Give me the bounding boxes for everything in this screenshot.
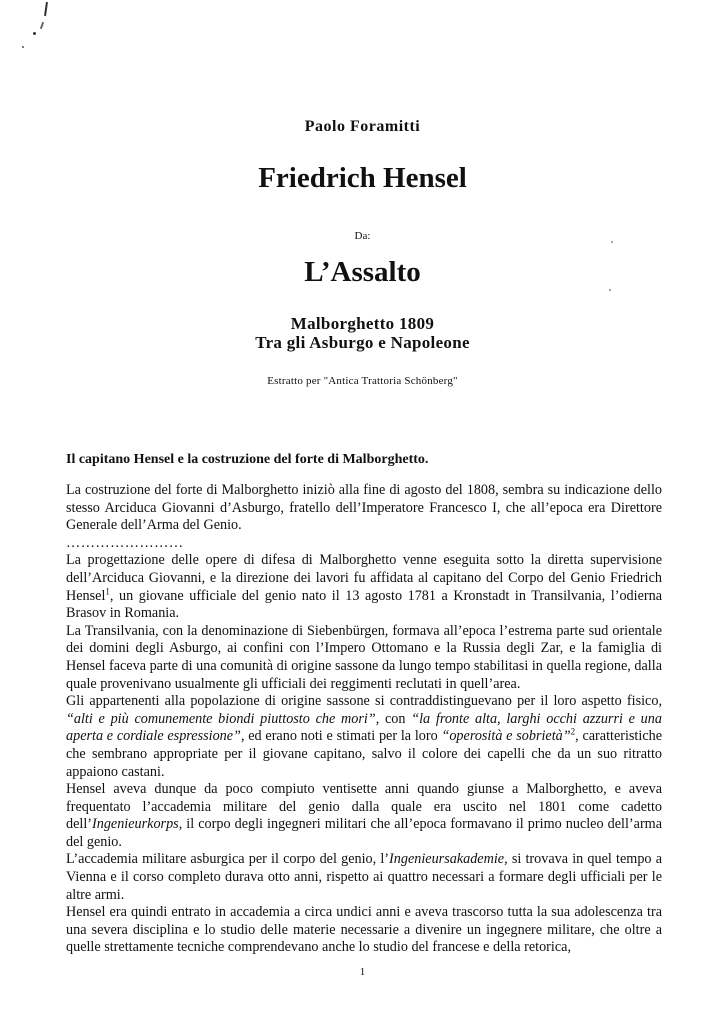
paragraph: La progettazione delle opere di difesa di Malborghetto venne eseguita sotto la diretta supervisione dell’Arciduca Giovanni, e la direzione dei lavori fu affidata al capitano del Corpo del Genio Friedrich Hensel$^1$, un giovane ufficiale del genio nato il 13 agosto 1781 a Kronstadt in Transilvania, l’odierna Brasov in Romania. <box>66 552 662 622</box>
footnote-ref: 1 <box>105 585 110 596</box>
paragraph: L’accademia militare asburgica per il corpo del genio, l’Ingenieursakademie, si trovava in quel tempo a Vienna e il corso completo durava otto anni, rispetto ai quattro necessari a formare degli ufficiali per le altre armi. <box>66 851 662 903</box>
separator-dots: …………………… <box>66 534 184 551</box>
paragraph: Hensel aveva dunque da poco compiuto ventisette anni quando giunse a Malborghetto, e aveva frequentato l’accademia militare del genio dalla quale era uscito nel 1801 come cadetto dell’Ingenieurkorps, il corpo degli ingegneri militari che all’epoca formavano il primo nucleo dell’arma del genio. <box>66 781 662 850</box>
scan-mark <box>33 32 36 35</box>
extract-note: Estratto per "Antica Trattoria Schönberg" <box>267 375 458 387</box>
author-name: Paolo Foramitti <box>304 118 421 135</box>
footnote-ref: 2 <box>570 726 576 737</box>
paragraph: Hensel era quindi entrato in accademia a circa undici anni e aveva trascorso tutta la sua adolescenza tra una severa disciplina e lo studio delle materie necessarie a divenire un ingegnere militare, che oltre a quelle strettamente tecniche comprendevano anche lo studio del francese e della retorica, <box>66 904 662 956</box>
page-number: 1 <box>359 966 366 978</box>
scan-mark <box>22 46 24 48</box>
book-subtitle-line-2: Tra gli Asburgo e Napoleone <box>255 333 470 352</box>
document-title: Friedrich Hensel <box>258 162 467 194</box>
paragraph: La costruzione del forte di Malborghetto iniziò alla fine di agosto del 1808, sembra su indicazione dello stesso Arciduca Giovanni d’Asburgo, fratello dell’Imperatore Francesco I, che all’epoca era Direttore Generale dell’Arma del Genio. <box>66 482 662 534</box>
paragraph: Gli appartenenti alla popolazione di origine sassone si contraddistinguevano per il loro aspetto fisico, “alti e più comunemente biondi piuttosto che mori”, con “la fronte alta, larghi occhi azzurri e una aperta e cordiale espressione”, ed erano noti e stimati per la loro “operosità e sobrietà”$^2$, caratteristiche che sembrano appropriate per il giovane capitano, salvo il colore dei capelli che da un suo ritratto appaiono castani. <box>66 693 663 780</box>
foreign-term: Ingenieursakademie <box>389 851 505 868</box>
body-text <box>66 482 662 957</box>
scan-speck <box>609 289 611 291</box>
quote: “operosità e sobrietà” <box>441 728 571 745</box>
quote: “alti e più comunemente biondi piuttosto che mori” <box>66 710 376 727</box>
foreign-term: Ingenieurkorps <box>92 816 179 833</box>
scan-mark <box>40 22 44 29</box>
source-label: Da: <box>354 230 371 242</box>
quote: “la fronte alta, larghi occhi azzurri e una aperta e cordiale espressione” <box>66 710 662 745</box>
section-heading: Il capitano Hensel e la costruzione del forte di Malborghetto. <box>66 452 429 467</box>
scan-mark <box>44 2 48 16</box>
book-title: L’Assalto <box>304 256 421 288</box>
book-subtitle-line-1: Malborghetto 1809 <box>290 314 435 333</box>
paragraph: La Transilvania, con la denominazione di Siebenbürgen, formava all’epoca l’estrema parte sud orientale dei domini degli Asburgo, ai confini con l’Impero Ottomano e la Russia degli Zar, e la famiglia di Hensel faceva parte di una comunità di origine sassone da lungo tempo stabilitasi in quella regione, dalla quale provenivano usualmente gli ufficiali dei reggimenti reclutati in quell’area. <box>66 622 662 692</box>
